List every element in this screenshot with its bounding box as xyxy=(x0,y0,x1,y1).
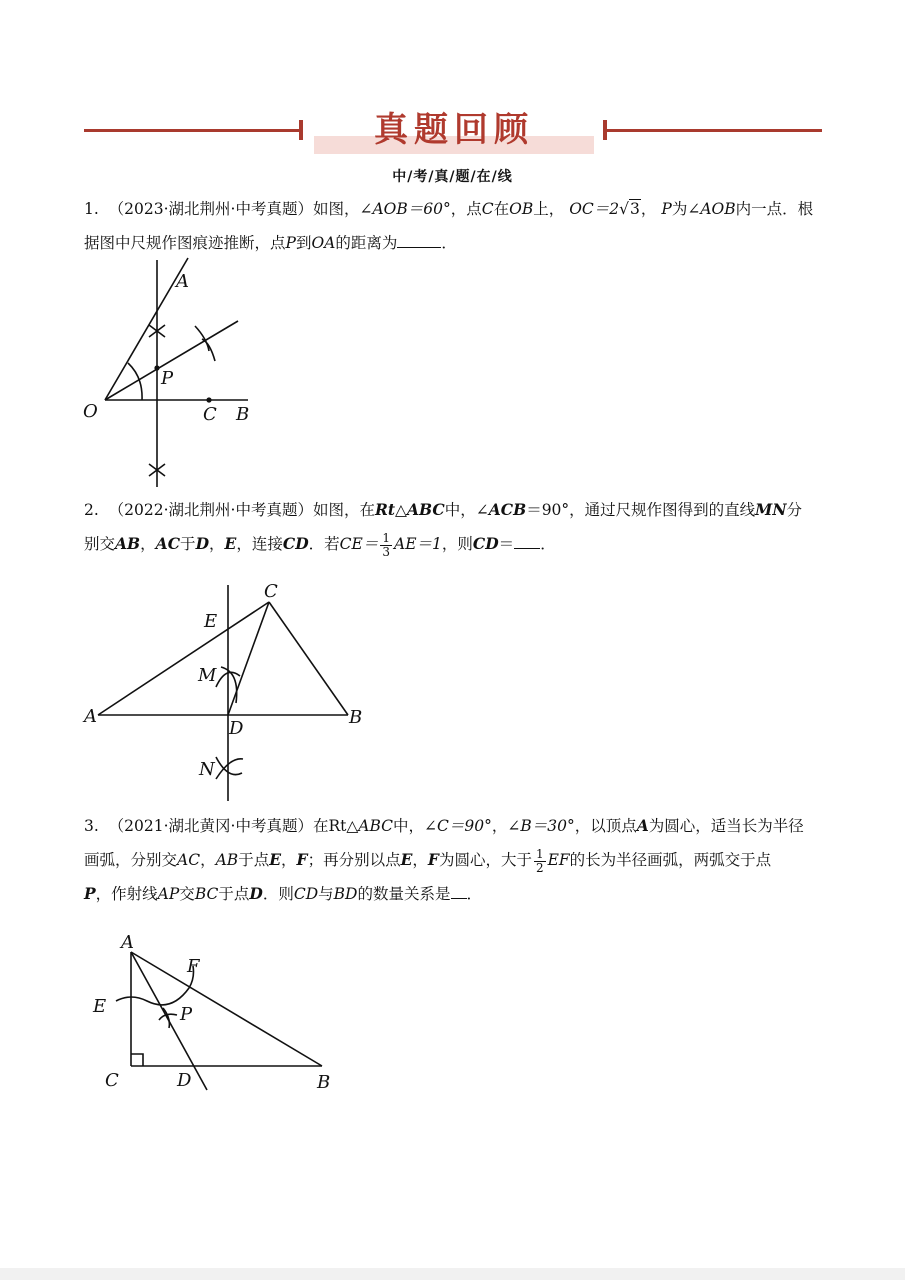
math: E xyxy=(400,850,413,869)
math: AE＝1 xyxy=(394,535,442,553)
text: 上， xyxy=(533,200,565,218)
question-number: 2. xyxy=(84,501,99,519)
text: ，连接 xyxy=(236,535,283,553)
question-1 xyxy=(84,192,824,260)
math: OB xyxy=(509,200,534,218)
text: ；再分别以点 xyxy=(307,851,401,869)
math: MN xyxy=(755,500,787,519)
math: ABC xyxy=(406,500,445,519)
math: E xyxy=(269,850,282,869)
denominator: 2 xyxy=(535,860,544,875)
text: ，点 xyxy=(450,200,482,218)
math: F xyxy=(296,850,308,869)
math: CE＝ xyxy=(339,535,379,553)
question-2-figure xyxy=(80,575,380,810)
segment-cd xyxy=(228,602,269,715)
question-3-figure xyxy=(85,928,345,1098)
label-c: C xyxy=(203,404,217,425)
banner-title: 真题回顾 xyxy=(374,110,534,150)
fraction xyxy=(380,532,392,559)
text: ， xyxy=(200,851,216,869)
text: 在Rt△ xyxy=(312,817,359,835)
text: 中， xyxy=(393,817,425,835)
text: ． xyxy=(466,885,483,903)
label-p: P xyxy=(161,368,174,389)
math: CD xyxy=(282,534,309,553)
text: 中，∠ xyxy=(444,501,489,519)
text: ， xyxy=(412,851,428,869)
side-ab xyxy=(131,952,322,1066)
text: ＝90°，通过尺规作图得到的直线 xyxy=(526,501,756,519)
text: 在 xyxy=(493,200,510,218)
question-1-figure xyxy=(70,255,290,495)
math: 3 xyxy=(630,200,640,218)
text: ， xyxy=(281,851,297,869)
math: P xyxy=(84,884,96,903)
text: ． xyxy=(540,535,556,553)
text: 交 xyxy=(179,885,195,903)
question-2-line-1 xyxy=(84,493,824,527)
banner-cap-left xyxy=(299,120,303,140)
sqrt-symbol: √ xyxy=(619,200,630,218)
math: ACB xyxy=(488,500,527,519)
label-b: B xyxy=(236,404,250,425)
label-o: O xyxy=(83,401,98,422)
math: AB xyxy=(215,851,239,869)
section-subtitle: 中/考/真/题/在/线 xyxy=(392,169,513,185)
text: 与 xyxy=(318,885,334,903)
banner-rule-left xyxy=(84,129,299,132)
text: 如图，在 xyxy=(312,501,375,519)
text: 为圆心，适当长为半径 xyxy=(648,817,804,835)
math: P xyxy=(285,234,296,252)
label-c: C xyxy=(105,1070,119,1091)
math: OA xyxy=(311,234,336,252)
question-source: （2023·湖北荆州·中考真题） xyxy=(108,200,313,218)
math: CD xyxy=(293,885,319,903)
arc-n-2 xyxy=(216,759,243,779)
text: 如图， xyxy=(312,200,360,218)
text: 于点 xyxy=(218,885,250,903)
text: 别交 xyxy=(84,535,116,553)
text: 据图中尺规作图痕迹推断，点 xyxy=(84,234,286,252)
math: D xyxy=(249,884,263,903)
label-a: A xyxy=(121,932,134,953)
side-ac xyxy=(98,602,269,715)
question-3-line-1 xyxy=(84,809,824,843)
label-m: M xyxy=(198,665,217,686)
math: OC＝2 xyxy=(569,200,620,218)
text: ，则 xyxy=(441,535,473,553)
denominator: 3 xyxy=(382,544,390,559)
math: AP xyxy=(157,885,180,903)
math: ∠C＝90° xyxy=(424,817,492,835)
math: C xyxy=(481,200,494,218)
answer-blank[interactable] xyxy=(397,229,441,248)
math: BC xyxy=(194,885,219,903)
label-d: D xyxy=(229,718,244,739)
question-source: （2022·湖北荆州·中考真题） xyxy=(108,501,313,519)
label-e: E xyxy=(204,611,218,632)
math: AB xyxy=(115,534,141,553)
label-c: C xyxy=(264,581,278,602)
point-p xyxy=(154,365,159,370)
label-b: B xyxy=(349,707,363,728)
label-b: B xyxy=(317,1072,331,1093)
text: △ xyxy=(395,501,407,519)
label-a: A xyxy=(84,706,97,727)
math: A xyxy=(636,816,649,835)
math: ∠AOB＝60° xyxy=(359,200,451,218)
arc-1 xyxy=(195,326,209,351)
math: P xyxy=(661,200,672,218)
text: 画弧，分别交 xyxy=(84,851,178,869)
label-e: E xyxy=(93,996,107,1017)
text: ． xyxy=(441,234,457,252)
label-a: A xyxy=(176,271,189,292)
text: 为 xyxy=(671,200,688,218)
math: Rt xyxy=(374,500,396,519)
text: ＝ xyxy=(498,535,515,553)
label-d: D xyxy=(177,1070,192,1091)
fraction xyxy=(534,848,546,875)
math: AC xyxy=(177,851,201,869)
math: D xyxy=(195,534,210,553)
math: CD xyxy=(472,534,499,553)
math: EF xyxy=(547,851,570,869)
math: ∠B＝30° xyxy=(507,817,575,835)
question-3-line-2 xyxy=(84,843,824,877)
answer-blank[interactable] xyxy=(451,880,467,899)
text: ，作射线 xyxy=(95,885,158,903)
bottom-bar xyxy=(0,1268,905,1280)
text: ， xyxy=(209,535,225,553)
label-p: P xyxy=(180,1004,193,1025)
label-n: N xyxy=(199,759,215,780)
math: ∠AOB xyxy=(687,200,736,218)
math: F xyxy=(427,850,439,869)
text: 的距离为 xyxy=(335,234,398,252)
text: ．若 xyxy=(308,535,340,553)
text: ，以顶点 xyxy=(574,817,637,835)
text: 分 xyxy=(786,501,803,519)
numerator: 1 xyxy=(382,530,390,545)
side-bc xyxy=(269,602,348,715)
answer-blank[interactable] xyxy=(514,530,540,549)
math: BD xyxy=(333,885,358,903)
question-1-line-1 xyxy=(84,192,824,226)
numerator: 1 xyxy=(535,846,544,861)
question-number: 3. xyxy=(84,817,99,835)
text: 到 xyxy=(295,234,312,252)
text: 为圆心，大于 xyxy=(438,851,532,869)
math: ABC xyxy=(358,817,394,835)
label-f: F xyxy=(187,956,200,977)
question-source: （2021·湖北黄冈·中考真题） xyxy=(108,817,313,835)
text: 于点 xyxy=(238,851,270,869)
math: AC xyxy=(155,534,181,553)
text: 内一点．根 xyxy=(735,200,814,218)
text: ．则 xyxy=(262,885,294,903)
section-banner xyxy=(84,108,822,156)
text: 于 xyxy=(180,535,196,553)
math: E xyxy=(224,534,237,553)
text: ， xyxy=(640,200,657,218)
question-2-line-2 xyxy=(84,527,824,561)
question-3-line-3 xyxy=(84,877,824,911)
question-number: 1. xyxy=(84,200,99,218)
text: ， xyxy=(491,817,508,835)
text: ， xyxy=(140,535,156,553)
text: 的数量关系是 xyxy=(357,885,451,903)
question-3 xyxy=(84,809,824,911)
right-angle-mark xyxy=(131,1054,143,1066)
text: 的长为半径画弧，两弧交于点 xyxy=(569,851,772,869)
arc-ef xyxy=(116,966,194,1005)
question-2 xyxy=(84,493,824,561)
banner-rule-right xyxy=(607,129,822,132)
point-c xyxy=(206,397,211,402)
